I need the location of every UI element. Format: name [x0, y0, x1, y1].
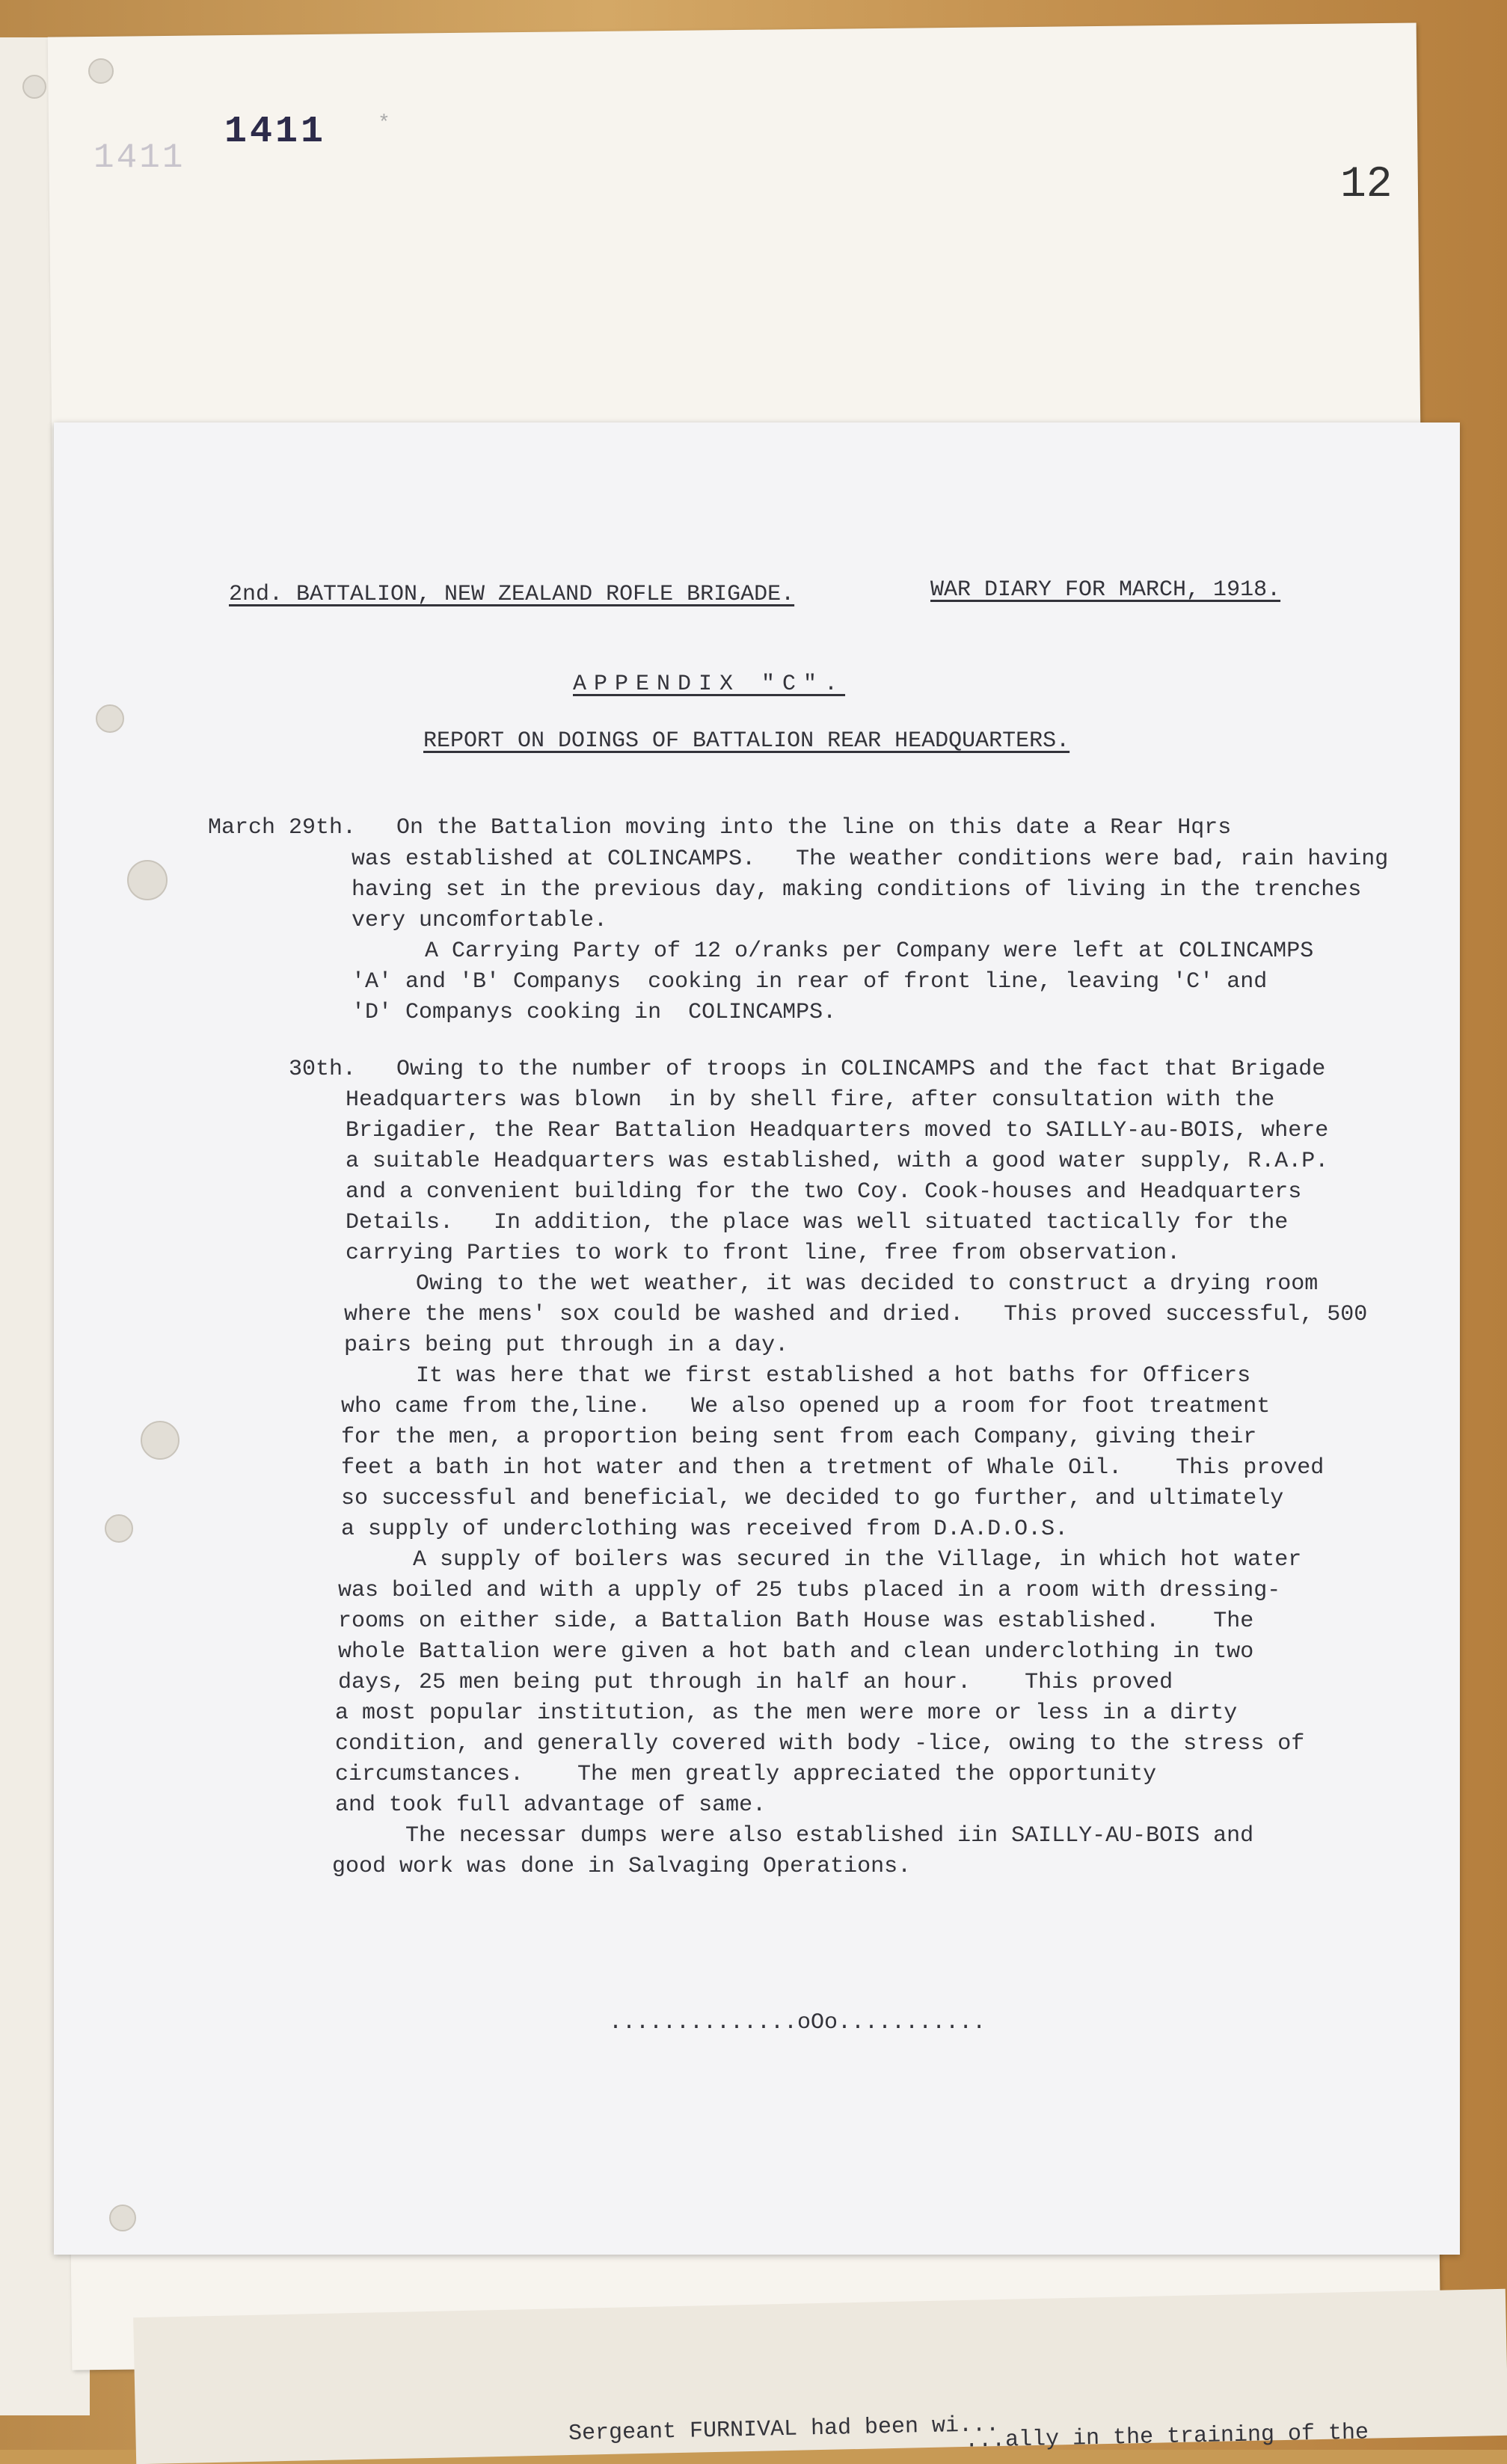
report-subtitle: REPORT ON DOINGS OF BATTALION REAR HEADQUARTERS.	[423, 728, 1070, 754]
war-diary-heading: WAR DIARY FOR MARCH, 1918.	[930, 577, 1281, 603]
body-line: 'D' Companys cooking in COLINCAMPS.	[352, 1000, 837, 1025]
body-line: was boiled and with a upply of 25 tubs placed in a room with dressing-	[338, 1578, 1281, 1603]
punch-hole	[109, 2205, 136, 2231]
body-line: Brigadier, the Rear Battalion Headquarters moved to SAILLY-au-BOIS, where	[346, 1118, 1329, 1143]
body-line: good work was done in Salvaging Operations.	[332, 1854, 912, 1879]
body-line: days, 25 men being put through in half an hour. This proved	[338, 1670, 1173, 1695]
page-number: 12	[1340, 161, 1393, 209]
next-page-text: Sergeant FURNIVAL had been wi...	[568, 2412, 1000, 2448]
punch-hole	[105, 1514, 133, 1543]
body-line: It was here that we first established a hot baths for Officers	[416, 1363, 1251, 1389]
punch-hole	[96, 704, 124, 733]
body-line: Headquarters was blown in by shell fire, after consultation with the	[346, 1087, 1275, 1113]
body-line: having set in the previous day, making conditions of living in the trenches	[352, 877, 1362, 903]
body-line: The necessar dumps were also established iin SAILLY-AU-BOIS and	[405, 1823, 1254, 1849]
body-line: carrying Parties to work to front line, free from observation.	[346, 1241, 1181, 1266]
body-line: a most popular institution, as the men were more or less in a dirty	[335, 1700, 1238, 1726]
body-line: was established at COLINCAMPS. The weather conditions were bad, rain having	[352, 847, 1389, 872]
body-line: so successful and beneficial, we decided to go further, and ultimately	[341, 1486, 1284, 1511]
faint-file-number: 1411	[93, 138, 185, 177]
body-line: whole Battalion were given a hot bath and clean underclothing in two	[338, 1639, 1254, 1665]
body-line: and a convenient building for the two Coy. Cook-houses and Headquarters	[346, 1179, 1302, 1205]
body-line: March 29th. On the Battalion moving into the line on this date a Rear Hqrs	[208, 815, 1232, 841]
body-line: who came from the,line. We also opened up a room for foot treatment	[341, 1394, 1271, 1419]
body-line: where the mens' sox could be washed and dried. This proved successful, 500	[344, 1302, 1368, 1327]
appendix-title: APPENDIX "C".	[573, 672, 846, 697]
body-line: 'A' and 'B' Companys cooking in rear of front line, leaving 'C' and	[352, 969, 1268, 995]
body-line: Owing to the wet weather, it was decided to construct a drying room	[416, 1271, 1319, 1297]
body-line: circumstances. The men greatly appreciated the opportunity	[335, 1762, 1157, 1787]
body-line: pairs being put through in a day.	[344, 1333, 789, 1358]
body-line: and took full advantage of same.	[335, 1792, 767, 1818]
closing-divider: ..............oOo...........	[609, 2010, 986, 2036]
body-line: for the men, a proportion being sent from each Company, giving their	[341, 1425, 1257, 1450]
punch-hole	[88, 58, 114, 84]
punch-hole	[127, 860, 168, 900]
body-line: A Carrying Party of 12 o/ranks per Company were left at COLINCAMPS	[425, 938, 1314, 964]
body-line: 30th. Owing to the number of troops in COLINCAMPS and the fact that Brigade	[289, 1057, 1326, 1082]
body-line: Details. In addition, the place was well situated tactically for the	[346, 1210, 1289, 1235]
next-page-text: ...ally in the training of the	[964, 2420, 1369, 2454]
battalion-heading: 2nd. BATTALION, NEW ZEALAND ROFLE BRIGADE.	[229, 582, 795, 607]
punch-hole	[22, 75, 46, 99]
body-line: a supply of underclothing was received from D.A.D.O.S.	[341, 1517, 1069, 1542]
body-line: very uncomfortable.	[352, 908, 608, 933]
punch-hole	[141, 1421, 179, 1460]
body-line: a suitable Headquarters was established, with a good water supply, R.A.P.	[346, 1149, 1329, 1174]
body-line: feet a bath in hot water and then a tretment of Whale Oil. This proved	[341, 1455, 1325, 1481]
body-line: rooms on either side, a Battalion Bath House was established. The	[338, 1609, 1254, 1634]
pencil-mark: *	[378, 112, 390, 135]
file-number-stamp: 1411	[224, 111, 327, 153]
body-line: A supply of boilers was secured in the Village, in which hot water	[413, 1547, 1302, 1573]
body-line: condition, and generally covered with body -lice, owing to the stress of	[335, 1731, 1305, 1757]
